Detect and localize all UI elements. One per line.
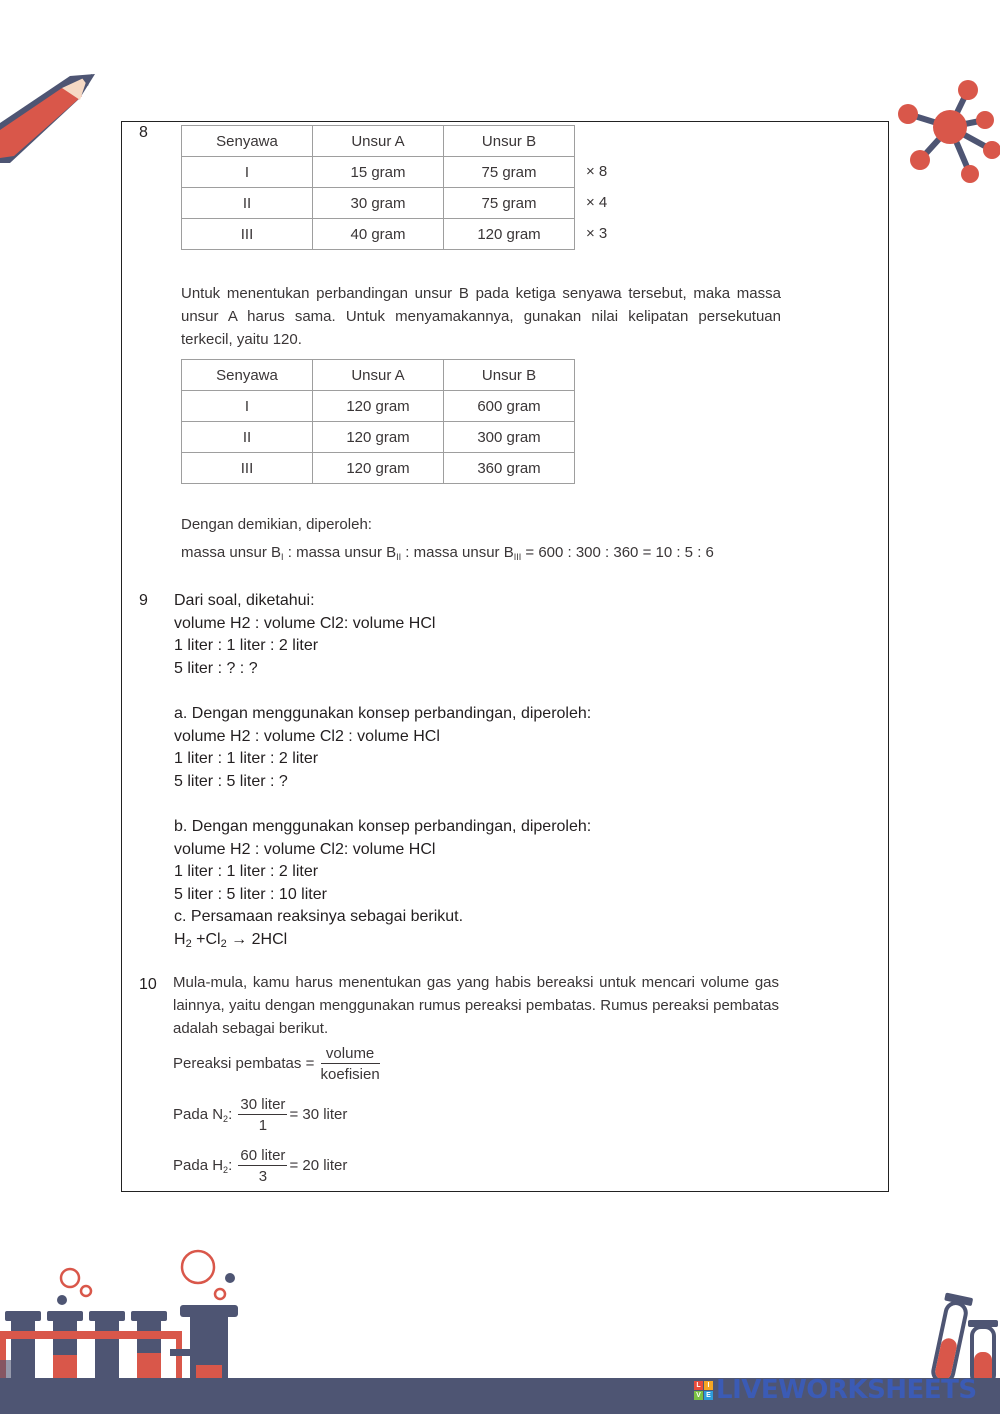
q9-line: 1 liter : 1 liter : 2 liter [174, 750, 319, 768]
eq-h: H [174, 930, 186, 948]
table-row [182, 219, 575, 250]
formula-label: Pereaksi pembatas = [173, 1054, 319, 1072]
header-unsur-b: Unsur B [444, 360, 575, 391]
cell-unsur-a: 120 gram [313, 422, 444, 453]
table-row [182, 391, 575, 422]
eq-rest: → 2HCl [226, 930, 288, 948]
cell-unsur-b: 75 gram [444, 157, 575, 188]
q9-line: 1 liter : 1 liter : 2 liter [174, 637, 319, 655]
cell-senyawa: III [182, 219, 313, 250]
n2-sub: 2 [223, 1113, 229, 1124]
q9-line: volume H2 : volume Cl2 : volume HCl [174, 727, 440, 745]
q9-line: c. Persamaan reaksinya sebagai berikut. [174, 908, 464, 926]
q8-explanation: Untuk menentukan perbandingan unsur B pada ketiga senyawa tersebut, maka massa unsur A harus sama. Untuk menyamakannya, gunakan nilai kelipatan persekutuan terkecil, yaitu 120. [181, 285, 781, 348]
h2-sub: 2 [223, 1164, 229, 1175]
h2-label: Pada H [173, 1156, 224, 1174]
logo-block-i: I [704, 1381, 713, 1390]
eq-cl-sub: 2 [220, 937, 227, 950]
table-row [182, 453, 575, 484]
q10-formula [173, 1045, 382, 1083]
q9-answer [174, 590, 591, 956]
pencil-icon [0, 68, 100, 168]
logo-blocks-icon [694, 1381, 713, 1400]
cell-unsur-a: 120 gram [313, 391, 444, 422]
logo-block-e: E [704, 1391, 713, 1400]
logo-block-l: L [694, 1381, 703, 1390]
cell-unsur-b: 120 gram [444, 219, 575, 250]
h2-result: = 20 liter [289, 1156, 348, 1174]
n2-result: = 30 liter [289, 1105, 348, 1123]
table-row [182, 157, 575, 188]
multiplier-row-1: × 8 [586, 163, 608, 180]
n2-fraction [238, 1096, 287, 1134]
q9-line: Dari soal, diketahui: [174, 592, 315, 609]
ratio-sep-2: : [401, 544, 414, 561]
header-unsur-b: Unsur B [444, 126, 575, 157]
ratio-sub-2: II [396, 552, 402, 562]
cell-senyawa: II [182, 422, 313, 453]
q9-line: 5 liter : ? : ? [174, 659, 258, 677]
ratio-result: = 600 : 300 : 360 = 10 : 5 : 6 [521, 544, 714, 561]
cell-unsur-a: 40 gram [313, 219, 444, 250]
formula-denominator: koefisien [320, 1066, 380, 1083]
formula-fraction [321, 1045, 380, 1083]
cell-unsur-b: 360 gram [444, 453, 575, 484]
q9-line: 1 liter : 1 liter : 2 liter [174, 863, 319, 881]
cell-unsur-b: 75 gram [444, 188, 575, 219]
header-senyawa: Senyawa [182, 126, 313, 157]
q10-h2-calc [173, 1147, 347, 1185]
table-row [182, 188, 575, 219]
eq-h-sub: 2 [185, 937, 192, 950]
n2-denominator: 1 [258, 1117, 268, 1134]
cell-senyawa: I [182, 391, 313, 422]
logo-block-v: V [694, 1391, 703, 1400]
ratio-term-3: massa unsur B [413, 544, 514, 561]
q9-line [174, 793, 591, 816]
cell-senyawa: II [182, 188, 313, 219]
cell-unsur-b: 600 gram [444, 391, 575, 422]
header-senyawa: Senyawa [182, 360, 313, 391]
q10-n2-calc [173, 1096, 347, 1134]
molecule-icon [890, 72, 1000, 192]
h2-numerator: 60 liter [240, 1147, 286, 1164]
n2-numerator: 30 liter [240, 1096, 286, 1113]
eq-plus-cl: +Cl [191, 930, 221, 948]
test-tube-icon [918, 1290, 1000, 1384]
ratio-sub-1: I [281, 552, 284, 562]
ratio-term-2: massa unsur B [296, 544, 397, 561]
table-mass-equalized [181, 359, 575, 484]
liveworksheets-logo[interactable] [694, 1375, 977, 1405]
cell-unsur-a: 30 gram [313, 188, 444, 219]
cell-unsur-b: 300 gram [444, 422, 575, 453]
n2-label: Pada N [173, 1105, 224, 1123]
q9-line: volume H2 : volume Cl2: volume HCl [174, 614, 436, 632]
q8-ratio-equation [181, 542, 714, 569]
multiplier-row-2: × 4 [586, 194, 608, 211]
multiplier-row-3: × 3 [586, 225, 608, 242]
header-unsur-a: Unsur A [313, 360, 444, 391]
q9-line: volume H2 : volume Cl2: volume HCl [174, 840, 436, 858]
question-number-10: 10 [139, 976, 157, 993]
cell-senyawa: I [182, 157, 313, 188]
q9-line [174, 680, 591, 703]
formula-numerator: volume [321, 1045, 380, 1064]
question-number-8: 8 [139, 124, 148, 141]
lab-glassware-icon [0, 1245, 260, 1385]
q9-line: a. Dengan menggunakan konsep perbandingan, diperoleh: [174, 704, 592, 722]
question-number-9: 9 [139, 592, 148, 609]
q8-conclusion-intro: Dengan demikian, diperoleh: [181, 516, 372, 533]
table-header-row [182, 360, 575, 391]
ratio-sub-3: III [513, 552, 522, 562]
q9-line: 5 liter : 5 liter : 10 liter [174, 885, 327, 903]
q9-line: b. Dengan menggunakan konsep perbandingan, diperoleh: [174, 817, 592, 835]
cell-unsur-a: 120 gram [313, 453, 444, 484]
h2-denominator: 3 [258, 1168, 268, 1185]
cell-senyawa: III [182, 453, 313, 484]
h2-colon: : [228, 1156, 233, 1174]
q10-intro: Mula-mula, kamu harus menentukan gas yang habis bereaksi untuk mencari volume gas lainnya, yaitu dengan menggunakan rumus pereaksi pembatas. Rumus pereaksi pembatas adalah sebagai berikut. [173, 974, 779, 1037]
n2-colon: : [228, 1105, 233, 1123]
ratio-term-1: massa unsur B [181, 544, 282, 561]
table-mass-initial [181, 125, 575, 250]
table-header-row [182, 126, 575, 157]
q9-line: 5 liter : 5 liter : ? [174, 772, 288, 790]
q9-reaction-equation [174, 929, 591, 956]
h2-fraction [238, 1147, 287, 1185]
header-unsur-a: Unsur A [313, 126, 444, 157]
ratio-sep-1: : [283, 544, 297, 561]
cell-unsur-a: 15 gram [313, 157, 444, 188]
table-row [182, 422, 575, 453]
logo-text: LIVEWORKSHEETS [716, 1375, 977, 1405]
